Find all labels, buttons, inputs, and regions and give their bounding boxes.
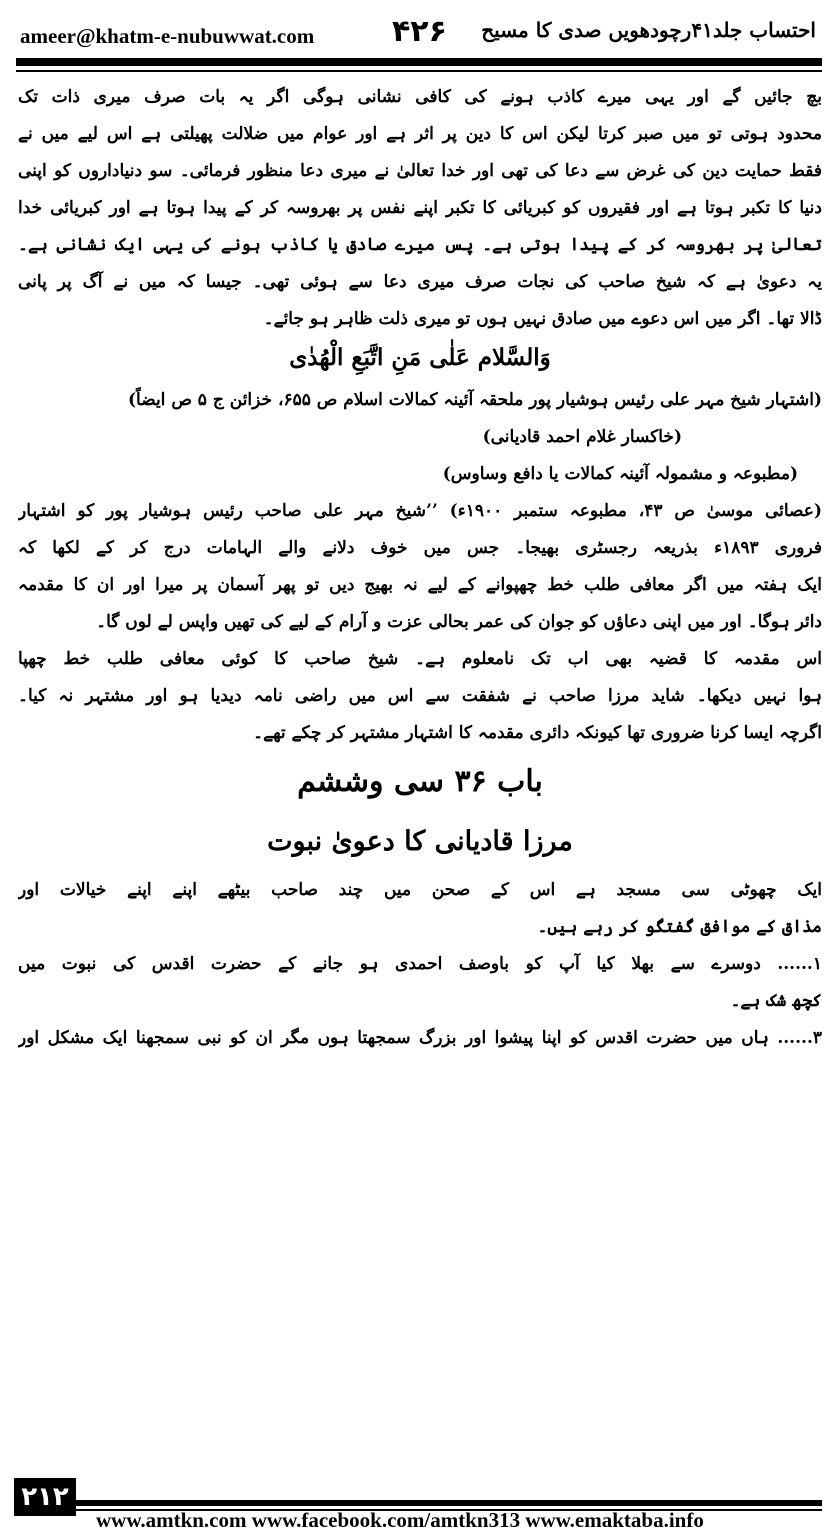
text-line: (عصائی موسیٰ ص ۴۳، مطبوعہ ستمبر ۱۹۰۰ء) ’’شیخ مہر علی صاحب رئیس ہوشیار پور کو اشتہار bbox=[18, 501, 822, 521]
text-line: دائر ہوگا۔ اور میں اپنی دعاؤں کو جوان کی عمر بحالی عزت و آرام کے لیے کی تھیں واپس لے لوں گا۔ bbox=[96, 612, 822, 632]
text-line: یہ دعویٰ ہے کہ شیخ صاحب کی نجات صرف میری دعا سے ہوئی تھی۔ جیسا کہ میں نے آگ پر پانی bbox=[18, 272, 822, 292]
chapter-title: باب ۳۶ سی وششم bbox=[297, 764, 543, 799]
page-header bbox=[0, 0, 840, 66]
text-line: کچھ شک ہے۔ bbox=[730, 991, 822, 1011]
text-line: اگرچہ ایسا کرنا ضروری تھا کیونکہ دائری مقدمہ کا اشتہار مشتہر کر چکے تھے۔ bbox=[253, 723, 822, 743]
dialogue-line: ۱...... دوسرے سے بھلا کیا آپ کو باوصف احمدی ہو جانے کے حضرت اقدس کی نبوت میں bbox=[18, 954, 822, 974]
header-book-title: احتساب جلد۴۱رچودھویں صدی کا مسیح bbox=[481, 18, 816, 42]
text-line: ڈالا تھا۔ اگر میں اس دعوے میں صادق نہیں ہوں تو میری ذلت ظاہر ہو جائے۔ bbox=[263, 309, 822, 329]
header-page-number: ۴۲۶ bbox=[392, 14, 447, 49]
signature: (خاکسار غلام احمد قادیانی) bbox=[482, 427, 682, 447]
section-heading: مرزا قادیانی کا دعویٰ نبوت bbox=[267, 826, 573, 857]
text-line: ہوا نہیں دیکھا۔ شاید مرزا صاحب نے شفقت سے اس میں راضی نامہ دیدیا ہو اور مشتہر نہ کیا۔ bbox=[18, 686, 822, 706]
text-line: اس مقدمہ کا قضیہ بھی اب تک نامعلوم ہے۔ شیخ صاحب کا کوئی معافی طلب خط چھپا bbox=[18, 649, 822, 669]
footer-links[interactable]: www.amtkn.com www.facebook.com/amtkn313 www.emaktaba.info bbox=[96, 1508, 704, 1532]
salutation: وَالسَّلام عَلٰی مَنِ اتَّبَعِ الْھُدٰی bbox=[289, 344, 551, 371]
page-footer bbox=[0, 1478, 840, 1540]
text-line: ایک ہفتہ میں اگر معافی طلب خط چھپوانے کے لیے نہ بھیج دیں تو پھر آسمان پر میرا اور ان کا مقدمہ bbox=[18, 575, 822, 595]
header-rule-thin bbox=[16, 70, 822, 72]
citation: (اشتہار شیخ مہر علی رئیس ہوشیار پور ملحقہ آئینہ کمالات اسلام ص ۶۵۵، خزائن ج ۵ ص ایضاً) bbox=[127, 390, 822, 410]
page-body bbox=[18, 78, 822, 1476]
text-line: دنیا کا تکبر ہوتا ہے اور فقیروں کو کبریائی کا تکبر اپنے نفس پر بھروسہ کر کے پیدا ہوتا ہے اور کبریائی خدا bbox=[18, 198, 822, 218]
footer-page-number: ۲۱۲ bbox=[14, 1478, 76, 1516]
dialogue-line: ۳...... ہاں میں حضرت اقدس کو اپنا پیشوا اور بزرگ سمجھتا ہوں مگر ان کو نبی سمجھنا ایک مشکل اور bbox=[18, 1028, 822, 1048]
text-line: بچ جائیں گے اور یہی میرے کاذب ہونے کی کافی نشانی ہوگی اگر یہ بات صرف میری ذات تک bbox=[18, 87, 822, 107]
text-line: ایک چھوٹی سی مسجد ہے اس کے صحن میں چند صاحب بیٹھے اپنے اپنے خیالات اور bbox=[18, 880, 822, 900]
text-line: فروری ۱۸۹۳ء بذریعہ رجسٹری بھیجا۔ جس میں خوف دلانے والے الہامات درج کر کے لکھا کہ bbox=[18, 538, 822, 558]
text-line: محدود ہوتی تو میں صبر کرتا لیکن اس کا دین پر اثر ہے اور عوام میں ضلالت پھیلتی ہے اس لیے میں نے bbox=[18, 124, 822, 144]
header-email[interactable]: ameer@khatm-e-nubuwwat.com bbox=[20, 24, 315, 48]
text-line: تعالیٰ پر بھروسہ کر کے پیدا ہوتی ہے۔ پس میرے صادق یا کاذب ہونے کی یہی ایک نشانی ہے۔ bbox=[18, 235, 822, 255]
footer-rule-thick bbox=[16, 1500, 822, 1506]
header-rule-thick bbox=[16, 58, 822, 66]
text-line: فقط حمایت دین کی غرض سے دعا کی تھی اور خدا تعالیٰ نے میری دعا منظور فرمائی۔ سو دنیاداروں کو اپنی bbox=[18, 161, 822, 181]
publication-note: (مطبوعہ و مشمولہ آئینہ کمالات یا دافع وساوس) bbox=[442, 464, 798, 484]
text-line: مذاق کے موافق گفتگو کر رہے ہیں۔ bbox=[537, 917, 822, 937]
